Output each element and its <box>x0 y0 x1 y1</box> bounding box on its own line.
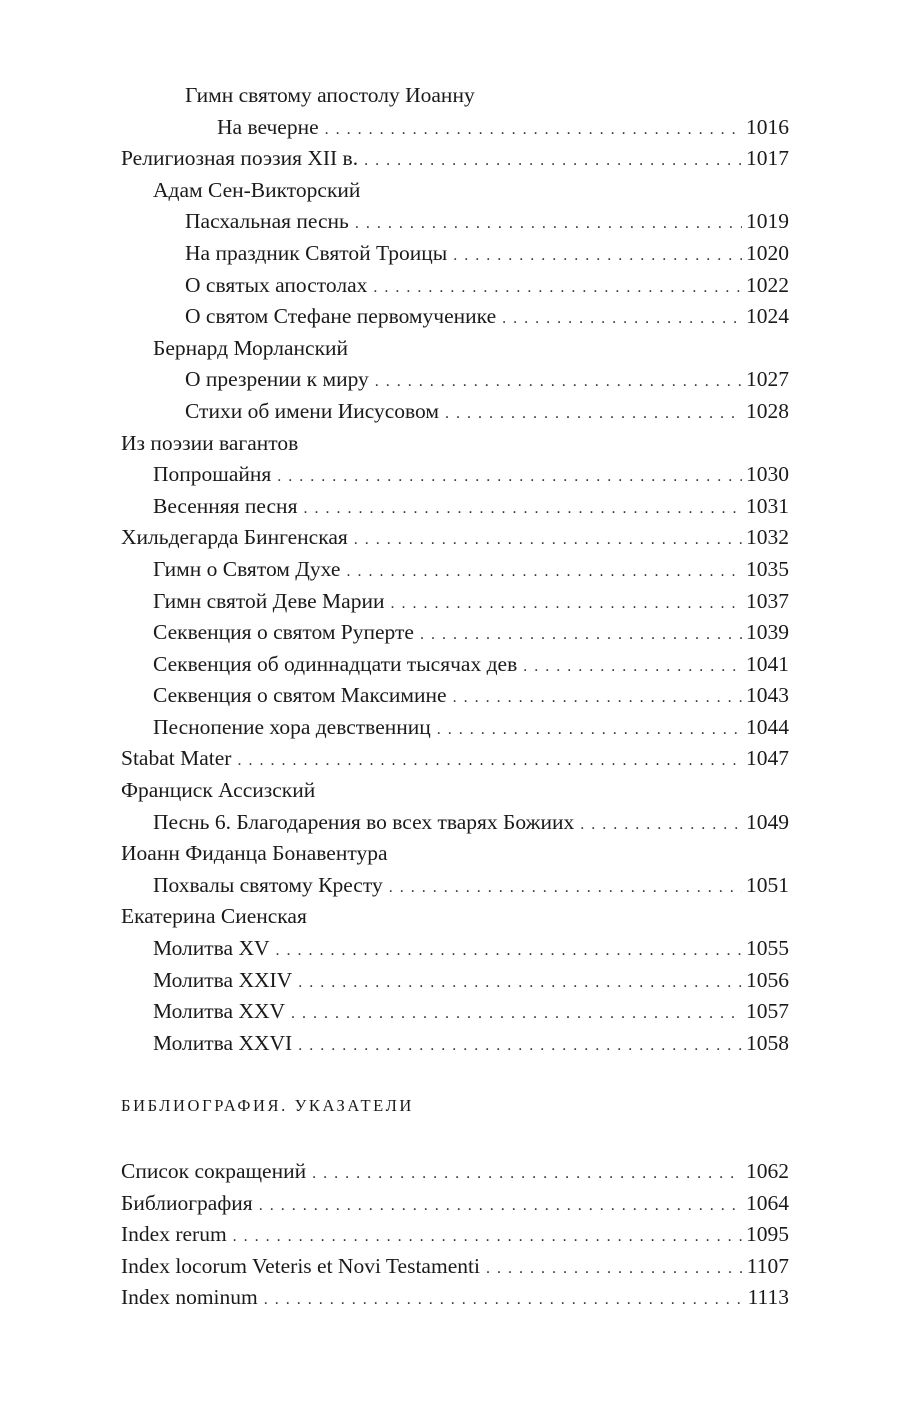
toc-entry <box>121 1188 789 1220</box>
toc-entry-title: Библиография <box>121 1190 253 1215</box>
toc-entry-page: 1095 <box>746 1222 789 1247</box>
toc-entry-title: Религиозная поэзия XII в. <box>121 146 359 171</box>
toc-entry-title: Пасхальная песнь <box>185 209 349 234</box>
dot-leader <box>420 619 742 651</box>
toc-entry-title: О презрении к миру <box>185 367 369 392</box>
toc-entry <box>121 870 789 902</box>
toc-entry-page: 1037 <box>746 588 789 613</box>
toc-entry <box>121 175 789 207</box>
toc-entry-title: Песнопение хора девственниц <box>153 714 431 739</box>
toc-entry <box>121 1219 789 1251</box>
toc-entry-page: 1051 <box>746 872 789 897</box>
toc-entry <box>121 617 789 649</box>
toc-entry-title: Гимн святой Деве Марии <box>153 588 385 613</box>
dot-leader <box>453 682 742 714</box>
toc-entry-title: Молитва XXV <box>153 999 286 1024</box>
toc-entry <box>121 712 789 744</box>
toc-entry-page: 1049 <box>746 809 789 834</box>
toc-entry-title: Екатерина Сиенская <box>121 904 307 929</box>
toc-entry-page: 1062 <box>746 1159 789 1183</box>
toc-entry <box>121 1156 789 1188</box>
toc-entry-page: 1055 <box>746 936 789 961</box>
toc-entry <box>121 364 789 396</box>
dot-leader <box>375 366 742 398</box>
toc-entry-title: Молитва XXIV <box>153 967 293 992</box>
dot-leader <box>276 935 742 967</box>
dot-leader <box>486 1253 743 1285</box>
toc-entry <box>121 491 789 523</box>
dot-leader <box>259 1190 742 1222</box>
toc-entry-page: 1031 <box>746 493 789 518</box>
toc-entry-title: Хильдегарда Бингенская <box>121 525 348 550</box>
toc-entry <box>121 1282 789 1314</box>
toc-entry <box>121 775 789 807</box>
toc-entry-title: Гимн о Святом Духе <box>153 556 341 581</box>
dot-leader <box>502 303 742 335</box>
toc-entry-title: Секвенция об одиннадцати тысячах дев <box>153 651 518 676</box>
dot-leader <box>233 1221 742 1253</box>
toc-entry <box>121 238 789 270</box>
toc-entry-title: Стихи об имени Иисусовом <box>185 398 439 423</box>
toc-entry-page: 1017 <box>746 146 789 171</box>
dot-leader <box>364 145 742 177</box>
toc-entry <box>121 80 789 112</box>
toc-entry-page: 1056 <box>746 967 789 992</box>
dot-leader <box>437 714 742 746</box>
toc-entry-title: Гимн святому апостолу Иоанну <box>185 83 475 107</box>
toc-entry-title: Секвенция о святом Руперте <box>153 620 414 645</box>
toc-entry-title: Index rerum <box>121 1222 227 1247</box>
toc-entry-title: О святом Стефане первомученике <box>185 304 497 329</box>
dot-leader <box>277 461 742 493</box>
toc-entry-page: 1035 <box>746 556 789 581</box>
table-of-contents-appendix <box>121 1156 789 1314</box>
dot-leader <box>312 1158 742 1190</box>
table-of-contents <box>121 80 789 1059</box>
toc-entry-title: Index nominum <box>121 1285 258 1310</box>
dot-leader <box>298 967 742 999</box>
toc-entry-title: Весенняя песня <box>153 493 298 518</box>
dot-leader <box>580 809 742 841</box>
toc-entry-title: Stabat Mater <box>121 746 232 771</box>
toc-entry <box>121 996 789 1028</box>
dot-leader <box>237 745 742 777</box>
toc-entry-title: О святых апостолах <box>185 272 368 297</box>
toc-entry <box>121 901 789 933</box>
toc-entry-title: Index locorum Veteris et Novi Testamenti <box>121 1253 480 1278</box>
toc-entry <box>121 933 789 965</box>
dot-leader <box>291 998 742 1030</box>
toc-entry-title: На праздник Святой Троицы <box>185 240 448 265</box>
toc-entry-page: 1016 <box>746 114 789 139</box>
toc-entry <box>121 838 789 870</box>
toc-entry-page: 1020 <box>746 240 789 265</box>
toc-entry-page: 1022 <box>746 272 789 297</box>
section-heading: БИБЛИОГРАФИЯ. УКАЗАТЕЛИ <box>121 1096 414 1115</box>
toc-entry-page: 1057 <box>746 999 789 1024</box>
toc-entry-page: 1044 <box>746 714 789 739</box>
toc-entry-title: Попрошайня <box>153 462 272 487</box>
toc-entry-page: 1041 <box>746 651 789 676</box>
toc-entry-title: Список сокращений <box>121 1159 307 1183</box>
toc-entry-page: 1107 <box>746 1253 789 1278</box>
toc-entry-title: Франциск Ассизский <box>121 778 316 803</box>
toc-entry <box>121 143 789 175</box>
dot-leader <box>390 588 742 620</box>
toc-entry-page: 1028 <box>746 398 789 423</box>
toc-entry <box>121 112 789 144</box>
toc-entry-title: На вечерне <box>217 114 319 139</box>
toc-entry <box>121 649 789 681</box>
toc-entry-page: 1113 <box>747 1285 789 1310</box>
toc-entry <box>121 1028 789 1060</box>
toc-entry-title: Секвенция о святом Максимине <box>153 683 447 708</box>
toc-entry-page: 1027 <box>746 367 789 392</box>
toc-entry-title: Молитва XXVI <box>153 1030 293 1055</box>
dot-leader <box>325 114 742 146</box>
toc-entry <box>121 428 789 460</box>
toc-entry-title: Молитва XV <box>153 936 270 961</box>
toc-entry-page: 1047 <box>746 746 789 771</box>
dot-leader <box>453 240 742 272</box>
toc-entry-title: Иоанн Фиданца Бонавентура <box>121 841 388 866</box>
dot-leader <box>355 208 742 240</box>
toc-entry <box>121 459 789 491</box>
dot-leader <box>389 872 742 904</box>
toc-entry <box>121 270 789 302</box>
toc-entry <box>121 743 789 775</box>
toc-entry <box>121 301 789 333</box>
toc-entry-page: 1032 <box>746 525 789 550</box>
toc-entry <box>121 586 789 618</box>
dot-leader <box>373 272 742 304</box>
toc-entry <box>121 807 789 839</box>
dot-leader <box>523 651 742 683</box>
dot-leader <box>346 556 742 588</box>
toc-entry <box>121 965 789 997</box>
toc-entry <box>121 1251 789 1283</box>
toc-entry-page: 1024 <box>746 304 789 329</box>
toc-entry-page: 1019 <box>746 209 789 234</box>
toc-entry-title: Песнь 6. Благодарения во всех тварях Божиих <box>153 809 575 834</box>
dot-leader <box>298 1030 742 1062</box>
toc-entry <box>121 333 789 365</box>
toc-entry-title: Адам Сен-Викторский <box>153 177 361 202</box>
toc-entry <box>121 680 789 712</box>
toc-entry-page: 1064 <box>746 1190 789 1215</box>
toc-entry-page: 1043 <box>746 683 789 708</box>
toc-entry-page: 1058 <box>746 1030 789 1055</box>
toc-entry <box>121 396 789 428</box>
toc-entry-page: 1030 <box>746 462 789 487</box>
toc-entry <box>121 554 789 586</box>
toc-entry-page: 1039 <box>746 620 789 645</box>
dot-leader <box>445 398 742 430</box>
toc-entry-title: Похвалы святому Кресту <box>153 872 383 897</box>
toc-entry-title: Из поэзии вагантов <box>121 430 299 455</box>
toc-entry <box>121 522 789 554</box>
toc-entry <box>121 206 789 238</box>
dot-leader <box>303 493 742 525</box>
dot-leader <box>354 524 742 556</box>
toc-entry-title: Бернард Морланский <box>153 335 349 360</box>
dot-leader <box>264 1284 744 1316</box>
